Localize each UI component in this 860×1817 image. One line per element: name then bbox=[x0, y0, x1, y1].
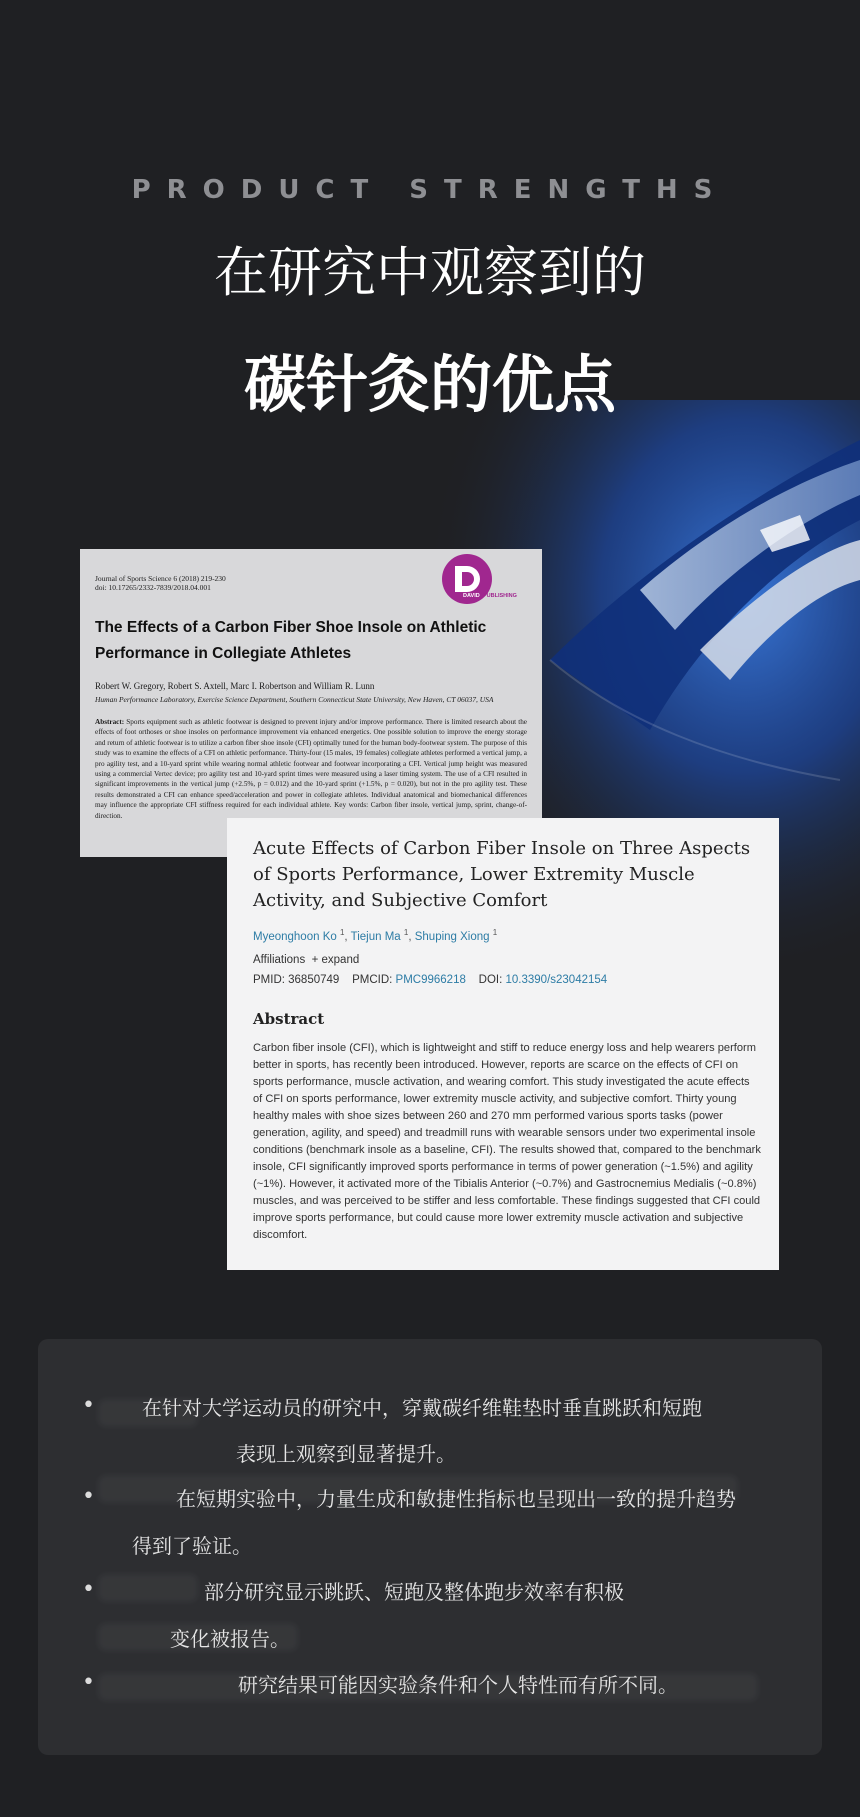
paper-excerpt-2 bbox=[227, 818, 779, 1270]
pmcid-link[interactable]: PMC9966218 bbox=[395, 974, 466, 986]
paper-1-title: The Effects of a Carbon Fiber Shoe Insole on Athletic Performance in Collegiate Athletes bbox=[95, 619, 487, 662]
paper-1-affiliation: Human Performance Laboratory, Exercise Science Department, Southern Connecticut State University, New Haven, CT 06037, USA bbox=[95, 695, 494, 704]
journal-citation bbox=[95, 574, 295, 592]
svg-text:PUBLISHING: PUBLISHING bbox=[483, 593, 517, 599]
finding-2-line-1: 在短期实验中，力量生成和敏捷性指标也呈现出一致的提升趋势 bbox=[176, 1487, 736, 1511]
finding-2-line-2: 得到了验证。 bbox=[132, 1534, 252, 1558]
identifier-row bbox=[253, 974, 607, 986]
finding-1-line-2: 表现上观察到显著提升。 bbox=[236, 1442, 456, 1466]
author-sup: 1 bbox=[492, 928, 498, 937]
affiliations-row bbox=[253, 954, 359, 966]
paper-2-title: Acute Effects of Carbon Fiber Insole on Three Aspects of Sports Performance, Lower Extremity Muscle Activity, and Subjective Comfort bbox=[253, 838, 751, 911]
journal-doi-line: doi: 10.17265/2332-7839/2018.04.001 bbox=[95, 583, 211, 592]
doi-label: DOI: bbox=[478, 974, 503, 986]
doi-link[interactable]: 10.3390/s23042154 bbox=[505, 974, 608, 986]
pmid: PMID: 36850749 bbox=[253, 974, 340, 986]
bullet-marker: • bbox=[82, 1577, 95, 1602]
author-sup: 1 bbox=[403, 928, 409, 937]
finding-4-line-1: 研究结果可能因实验条件和个人特性而有所不同。 bbox=[238, 1673, 678, 1697]
author-sup: 1 bbox=[339, 928, 345, 937]
publisher-logo bbox=[421, 553, 531, 605]
paper-2-abstract: Carbon fiber insole (CFI), which is lightweight and stiff to reduce energy loss and help wearers perform better in sports, has recently been introduced. However, reports are scarce on the effects of CFI on sports performance, muscle activation, and wearing comfort. This study investigated the acute effects of CFI on sports performance, lower extremity muscle activity, and subjective comfort. Thirty young healthy males with shoe sizes between 260 and 270 mm performed various sports tasks (power generation, agility, and speed) and treadmill runs with wearable sensors under two experimental insole conditions (benchmark insole as a baseline, CFI). The results showed that, compared to the benchmark insole, CFI significantly improved sports performance in terms of power generation (~1.5%) and agility (~1%). However, it activated more of the Tibialis Anterior (~0.7%) and Gastrocnemius Medialis (~0.8%) muscles, and was perceived to be stiffer and less comfortable. These findings suggested that CFI could improve sports performance, but could cause more lower extremity muscle activation and subjective discomfort. bbox=[253, 1042, 761, 1241]
paper-excerpt-1 bbox=[80, 549, 542, 857]
abstract-label: Abstract: bbox=[95, 718, 125, 726]
abstract-heading: Abstract bbox=[253, 1010, 325, 1028]
paper-1-abstract-text: Sports equipment such as athletic footwear is designed to prevent injury and/or improve performance. There is limited research about the effects of foot orthoses or shoe insoles on performance improvement via enhanced energetics. One possible solution to improve the energy storage and return of athletic footwear is to utilize a carbon fiber shoe insole (CFI) optimally tuned for the human body-footwear system. The purpose of this study was to examine the effects of a CFI on athletic performance. Thirty-four (15 males, 19 females) collegiate athletes performed a vertical jump, a pro agility test, and a 10-yard sprint while wearing normal athletic footwear and footwear incorporating a CFI. Vertical jump height was measured using a commercial Vertec device; pro agility test and 10-yard sprint times were measured using a laser timing system. The use of a CFI resulted in significant improvements in the vertical jump (+2.5%, p = 0.012) and the 10-yard sprint (+1.5%, p = 0.020), but not in the pro agility test. These results demonstrated a CFI can enhance speed/acceleration and power in collegiate athletes. Individual anatomical and biomechanical differences may influence the appropriate CFI stiffness required for each individual athlete. Key words: Carbon fiber insole, vertical jump, sprint, change-of-direction. bbox=[95, 718, 527, 820]
headline-line-2: 碳针灸的优点 bbox=[243, 348, 616, 421]
paper-1-abstract bbox=[95, 717, 527, 821]
expand-button[interactable]: + expand bbox=[311, 954, 360, 966]
findings-box bbox=[38, 1339, 822, 1755]
svg-text:DAVID: DAVID bbox=[463, 593, 480, 599]
paper-1-authors: Robert W. Gregory, Robert S. Axtell, Marc I. Robertson and William R. Lunn bbox=[95, 681, 375, 691]
section-eyebrow: PRODUCT STRENGTHS bbox=[131, 175, 729, 205]
bullet-marker: • bbox=[82, 1670, 95, 1695]
bullet-marker: • bbox=[82, 1484, 95, 1509]
author-link[interactable]: Tiejun Ma bbox=[350, 930, 401, 943]
headline-line-1: 在研究中观察到的 bbox=[214, 241, 646, 304]
affiliations-label: Affiliations bbox=[253, 954, 306, 966]
author-link[interactable]: Myeonghoon Ko bbox=[253, 930, 337, 943]
finding-1-line-1: 在针对大学运动员的研究中，穿戴碳纤维鞋垫时垂直跳跃和短跑 bbox=[142, 1396, 702, 1420]
pmcid-label: PMCID: bbox=[352, 974, 393, 986]
paper-2-authors: Myeonghoon Ko $^1$, Tiejun Ma $^1$, Shuping Xiong $^1$ bbox=[253, 928, 498, 943]
journal-line-1: Journal of Sports Science 6 (2018) 219-230 bbox=[95, 574, 226, 583]
author-link[interactable]: Shuping Xiong bbox=[414, 930, 490, 943]
finding-3-line-2: 变化被报告。 bbox=[170, 1627, 290, 1651]
finding-3-line-1: 部分研究显示跳跃、短跑及整体跑步效率有积极 bbox=[204, 1580, 624, 1604]
bullet-marker: • bbox=[82, 1393, 95, 1418]
